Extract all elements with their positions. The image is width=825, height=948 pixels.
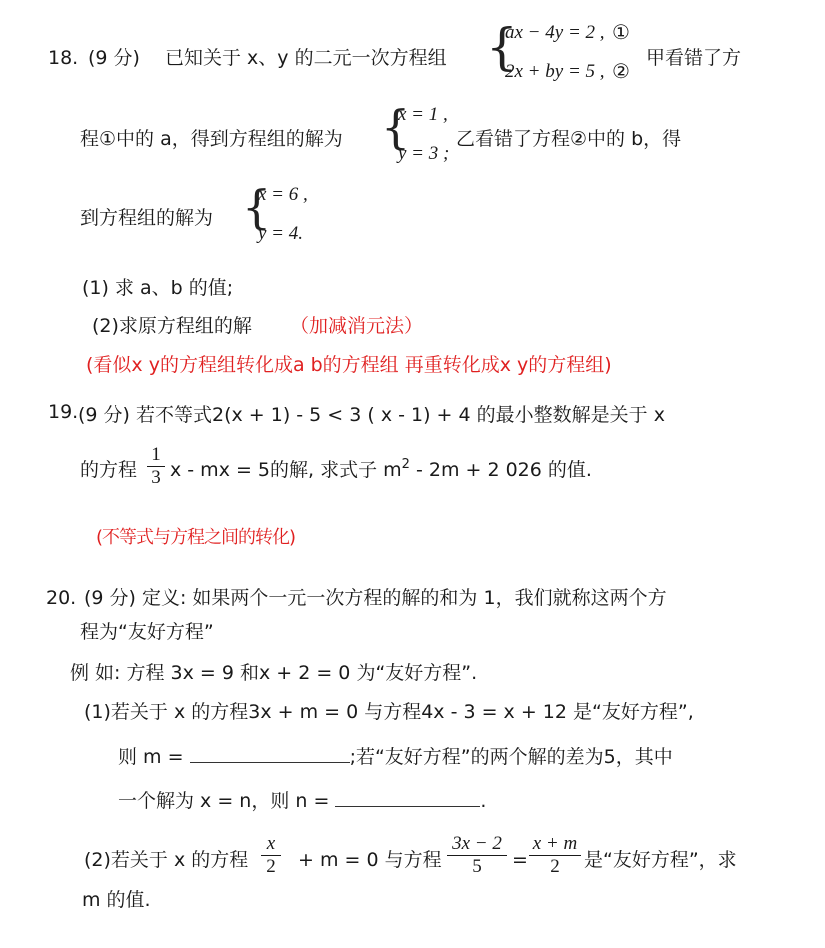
q20-p1-line3-a: 一个解为 x = n，则 n =	[118, 790, 336, 812]
q20-frac1-den: 2	[266, 856, 276, 877]
q20-frac2	[446, 833, 508, 878]
q20-line2: 程为“友好方程”	[80, 621, 214, 643]
q18-sol1-eq2: y = 3 ;	[398, 143, 450, 164]
q18-sol2-eq2: y = 4.	[258, 223, 304, 244]
q18-system-eq1-mark: ①	[612, 20, 630, 44]
q19-frac-den: 3	[151, 467, 161, 488]
q19-line1: (9 分) 若不等式2(x + 1) - 5 < 3 ( x - 1) + 4 的最小整数解是关于 x	[78, 404, 665, 426]
q18-line2-a: 程①中的 a，得到方程组的解为	[80, 128, 343, 150]
q18-sol1-brace: {	[381, 100, 411, 154]
q20-frac2-num: 3x − 2	[452, 833, 502, 854]
q19-line2-b-text: x - mx = 5的解, 求式子 m	[170, 459, 402, 481]
q20-frac1	[260, 833, 282, 878]
q19-superscript: 2	[401, 457, 410, 472]
q20-frac2-den: 5	[472, 856, 482, 877]
q19-frac-num: 1	[151, 444, 161, 465]
q20-p1-line3-b: .	[480, 790, 487, 812]
q18-part1: (1) 求 a、b 的值;	[82, 277, 234, 299]
q18-hint2: (看似x y的方程组转化成a b的方程组 再重转化成x y的方程组)	[86, 354, 612, 376]
m-answer-blank[interactable]	[190, 742, 350, 763]
q20-p2-b: + m = 0 与方程	[298, 849, 442, 871]
q20-frac3-num: x + m	[532, 833, 578, 854]
q20-frac1-num: x	[266, 833, 276, 854]
q19-line2-c-text: - 2m + 2 026 的值.	[409, 459, 592, 481]
q20-frac3	[528, 833, 582, 878]
q18-intro: 已知关于 x、y 的二元一次方程组	[165, 47, 447, 69]
q18-sol2-eq1: x = 6 ,	[258, 184, 308, 205]
q18-system-eq1: ax − 4y = 2 ,	[505, 22, 605, 43]
q19-hint: (不等式与方程之间的转化)	[96, 527, 296, 548]
q19-line2-a: 的方程	[80, 459, 138, 481]
q20-number: 20.	[46, 587, 77, 609]
q18-points: (9 分)	[88, 47, 140, 69]
q18-sol1-eq1: x = 1 ,	[398, 104, 448, 125]
q20-p2-c: 是“友好方程”，求	[584, 849, 737, 871]
q20-p1-line2-b: ;若“友好方程”的两个解的差为5，其中	[349, 746, 673, 768]
q20-p1-line2	[118, 742, 673, 769]
q19-line2-b	[170, 458, 592, 485]
q20-frac3-den: 2	[550, 856, 560, 877]
q19-fraction	[146, 444, 166, 489]
q18-line2-b: 乙看错了方程②中的 b，得	[456, 128, 682, 150]
q18-part2: (2)求原方程组的解	[92, 315, 252, 337]
q20-p2-eq: =	[512, 849, 528, 871]
q20-p1-line1: (1)若关于 x 的方程3x + m = 0 与方程4x - 3 = x + 12 是“友好方程”,	[84, 701, 694, 723]
q18-line3: 到方程组的解为	[80, 207, 214, 229]
q18-number: 18.	[48, 47, 79, 69]
q20-p2-line2: m 的值.	[82, 889, 151, 911]
q20-p1-line3	[118, 786, 486, 813]
q18-after-system: 甲看错了方	[646, 47, 742, 69]
q18-system-eq2-mark: ②	[612, 59, 630, 83]
q20-p2-a: (2)若关于 x 的方程	[84, 849, 249, 871]
q20-example: 例 如: 方程 3x = 9 和x + 2 = 0 为“友好方程”.	[70, 662, 478, 684]
q18-system-brace: {	[486, 18, 518, 76]
q20-p1-line2-a: 则 m =	[118, 746, 190, 768]
q18-part2-hint: （加减消元法）	[290, 315, 424, 337]
q20-line1: (9 分) 定义: 如果两个一元一次方程的解的和为 1，我们就称这两个方	[84, 587, 667, 609]
q19-number: 19.	[48, 401, 79, 423]
q18-system-eq2: 2x + by = 5 ,	[505, 61, 605, 82]
q18-sol2-brace: {	[242, 180, 272, 234]
n-answer-blank[interactable]	[335, 786, 480, 807]
